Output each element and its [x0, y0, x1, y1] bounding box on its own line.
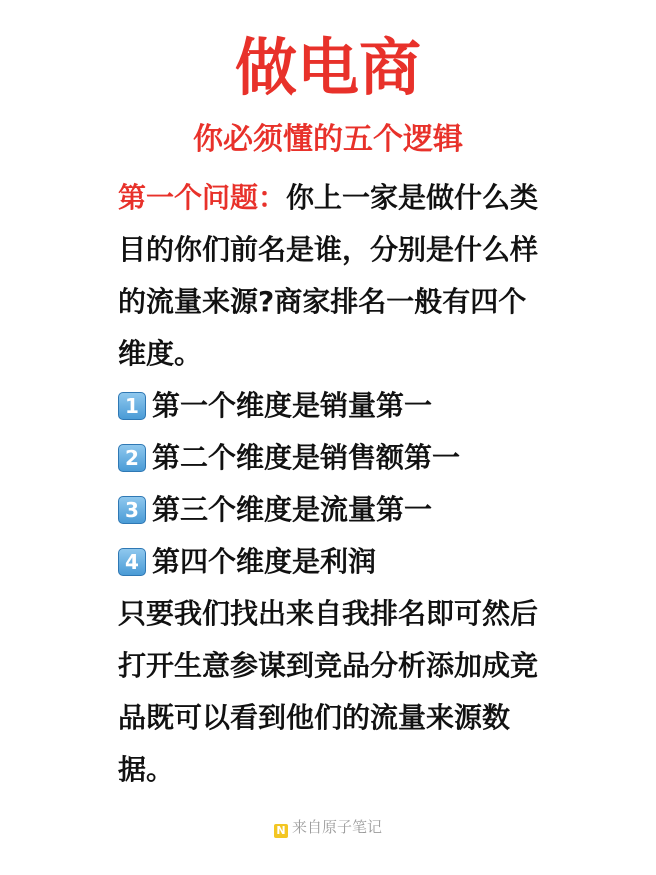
page-title: 做电商 — [234, 31, 421, 104]
dimension-item-4 — [118, 536, 548, 588]
intro-paragraph — [118, 172, 548, 380]
keycap-2-icon: 2 — [118, 444, 146, 472]
dimension-item-1 — [118, 380, 548, 432]
question-label: 第一个问题： — [118, 181, 287, 214]
dimension-text: 第三个维度是流量第一 — [152, 493, 433, 526]
source-footer — [0, 815, 656, 839]
article-body — [118, 172, 548, 796]
dimension-text: 第四个维度是利润 — [152, 545, 377, 578]
question-text: 你上一家是做什么类目的你们前名是谁，分别是什么样的流量来源?商家排名一般有四个维度。 — [118, 181, 539, 370]
dimension-item-2 — [118, 432, 548, 484]
page-subtitle: 你必须懂的五个逻辑 — [193, 122, 463, 157]
keycap-4-icon: 4 — [118, 548, 146, 576]
notebook-icon: N — [274, 824, 288, 838]
dimension-text: 第一个维度是销量第一 — [152, 389, 433, 422]
keycap-3-icon: 3 — [118, 496, 146, 524]
footer-text: 来自原子笔记 — [291, 818, 382, 836]
dimension-text: 第二个维度是销售额第一 — [152, 441, 461, 474]
conclusion-paragraph: 只要我们找出来自我排名即可然后打开生意参谋到竞品分析添加成竞品既可以看到他们的流量来源数据。 — [118, 597, 539, 786]
keycap-1-icon: 1 — [118, 392, 146, 420]
dimension-item-3 — [118, 484, 548, 536]
